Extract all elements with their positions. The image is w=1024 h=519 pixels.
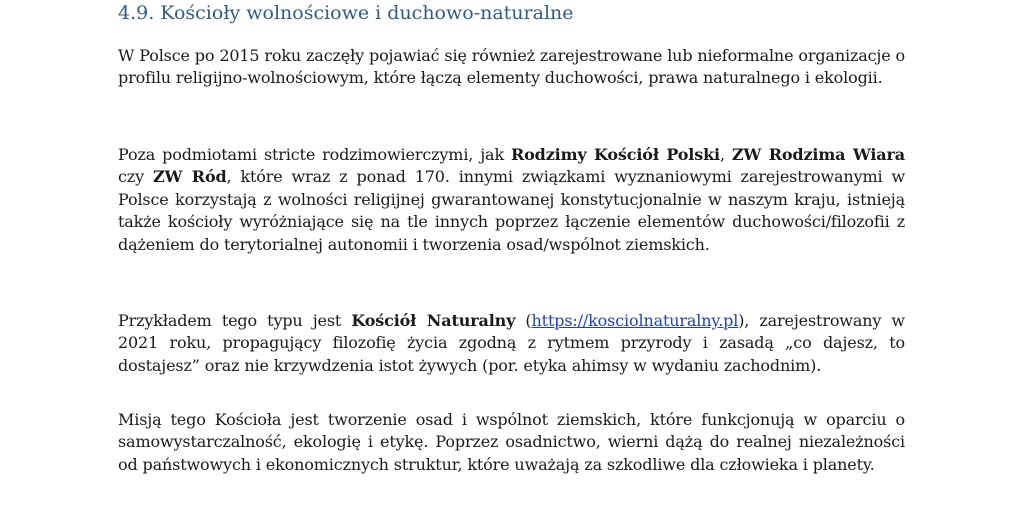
separator: czy xyxy=(118,167,153,187)
separator: , xyxy=(719,145,732,164)
paragraph-churches xyxy=(118,144,905,256)
section-title: 4.9. Kościoły wolnościowe i duchowo-naturalne xyxy=(118,2,574,24)
paragraph-churches-rest: , które wraz z ponad 170. innymi związkami wyznaniowymi zarejestrowanymi w Polsce korzystają z wolności religijnej gwarantowanej konstytucjonalnie w naszym kraju, istnieją także kościoły wyróżniające się na tle innych poprzez łączenie elementów duchowości/filozofii z dążeniem do terytorialnej autonomii i tworzenia osad/wspólnot ziemskich. xyxy=(118,167,905,254)
church-name-naturalny: Kościół Naturalny xyxy=(351,311,516,330)
paragraph-intro: W Polsce po 2015 roku zaczęły pojawiać się również zarejestrowane lub nieformalne organizacje o profilu religijno-wolnościowym, które łączą elementy duchowości, prawa naturalnego i ekologii. xyxy=(118,46,905,88)
paragraph-mission: Misją tego Kościoła jest tworzenie osad i wspólnot ziemskich, które funkcjonują w oparciu o samowystarczalność, ekologię i etykę. Poprzez osadnictwo, wierni dążą do realnej niezależności od państwowych i ekonomicznych struktur, które uważają za szkodliwe dla człowieka i planety. xyxy=(118,410,905,474)
paragraph-example-rest: ), zarejestrowany w 2021 roku, propagujący filozofię życia zgodną z rytmem przyrody i zasadą „co dajesz, to dostajesz” oraz nie krzywdzenia istot żywych (por. etyka ahimsy w wydaniu zachodnim). xyxy=(118,311,905,375)
church-name-rodzima-wiara: ZW Rodzima Wiara xyxy=(731,145,905,164)
open-paren: ( xyxy=(515,311,532,330)
paragraph-example-intro: Przykładem tego typu jest xyxy=(118,311,352,330)
website-link[interactable]: https://kosciolnaturalny.pl xyxy=(531,311,739,330)
church-name-rod: ZW Ród xyxy=(152,167,227,187)
paragraph-example xyxy=(118,310,905,377)
church-name-rodzimy: Rodzimy Kościół Polski xyxy=(511,145,720,164)
paragraph-churches-intro: Poza podmiotami stricte rodzimowierczymi, jak xyxy=(118,145,511,164)
